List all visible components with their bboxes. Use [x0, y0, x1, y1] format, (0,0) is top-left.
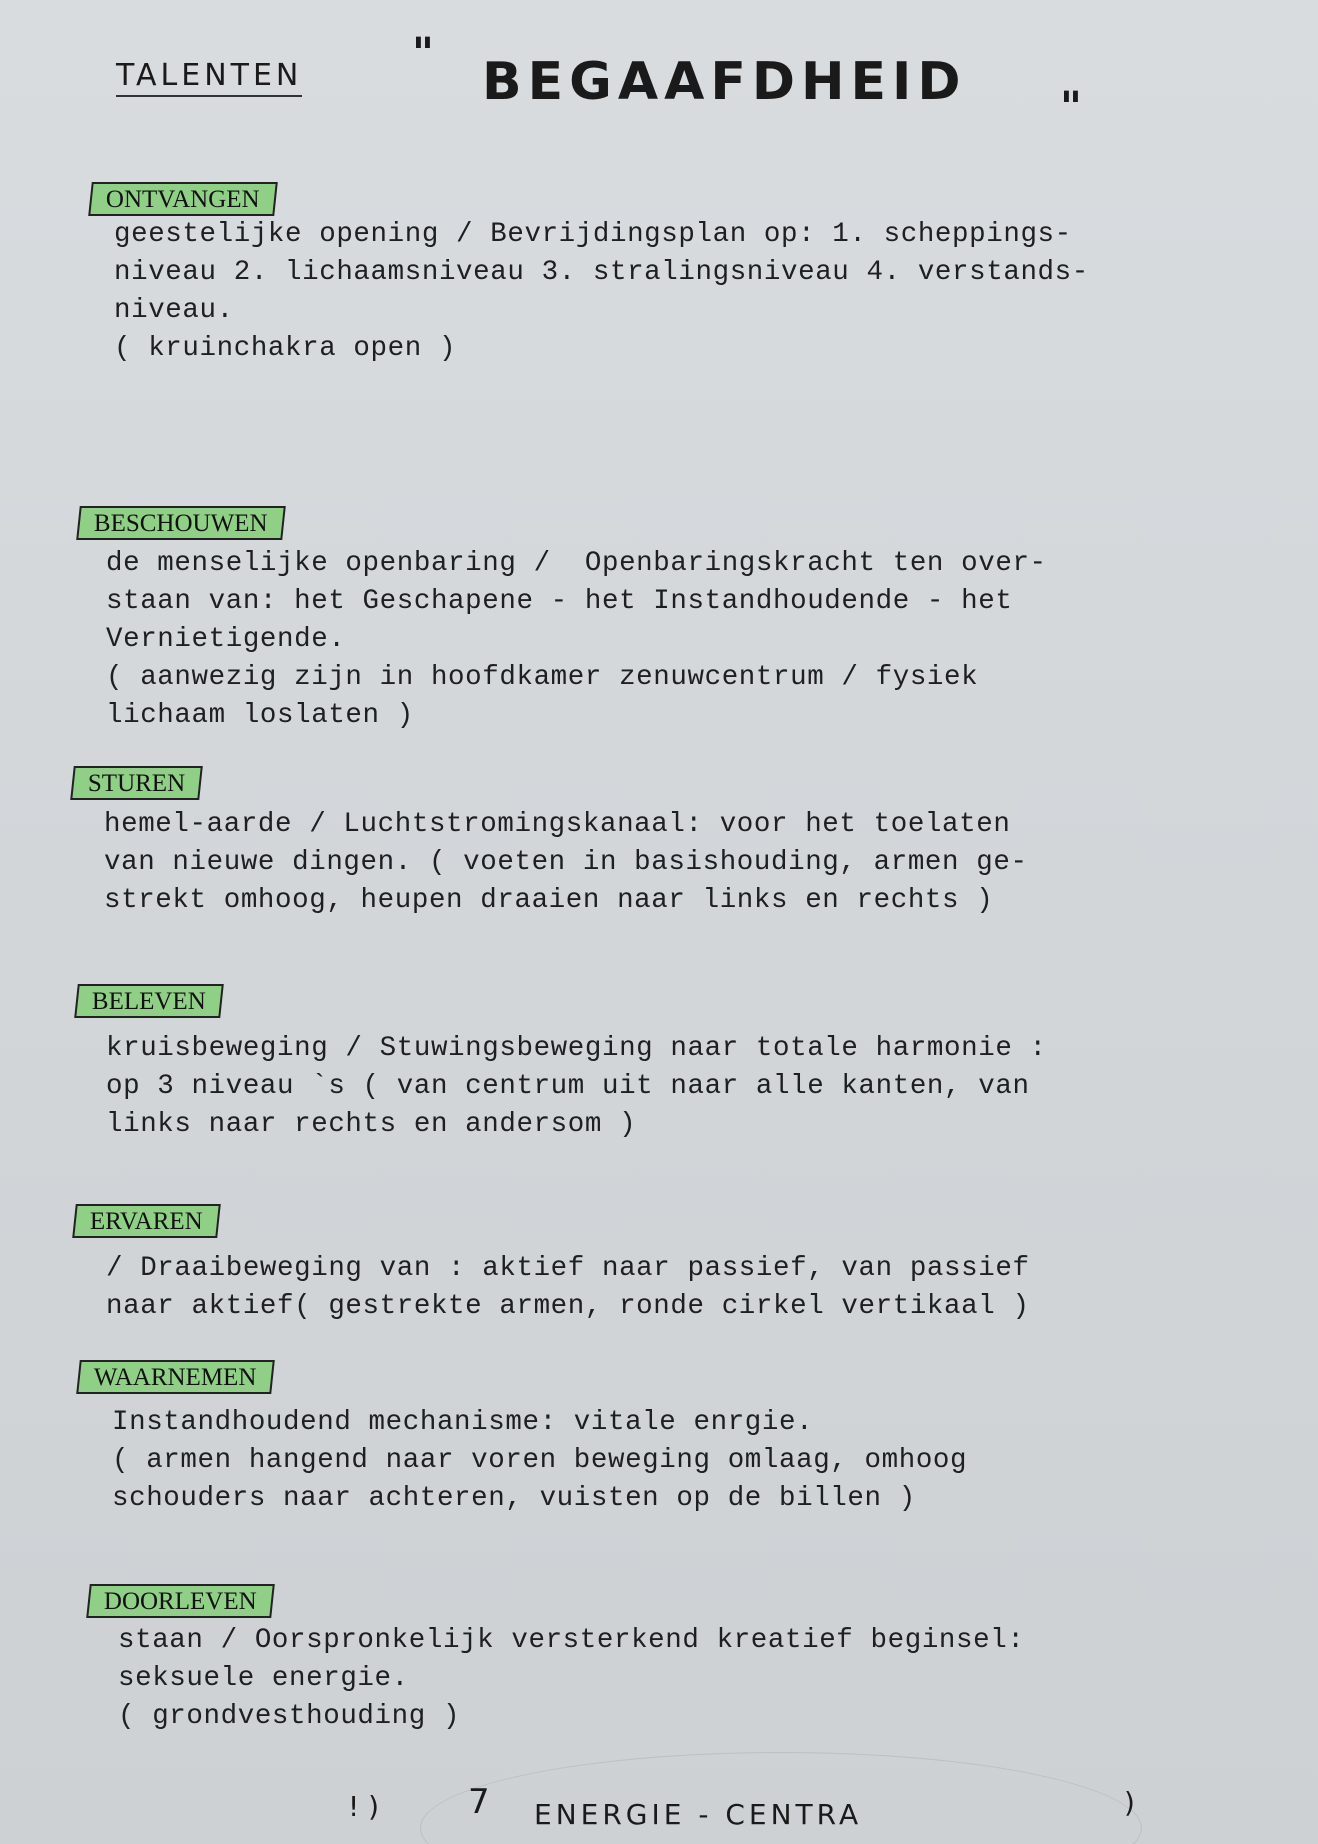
text-line: kruisbeweging / Stuwingsbeweging naar totale harmonie :: [106, 1033, 1047, 1064]
text-line: hemel-aarde / Luchtstromingskanaal: voor het toelaten: [104, 809, 1011, 840]
footer-paren-mark: ! ): [348, 1790, 380, 1823]
text-line: schouders naar achteren, vuisten op de billen ): [112, 1483, 916, 1514]
header-label: TALENTEN: [116, 58, 302, 97]
text-line: naar aktief( gestrekte armen, ronde cirkel vertikaal ): [106, 1291, 1030, 1322]
text-line: staan / Oorspronkelijk versterkend kreatief beginsel:: [118, 1625, 1025, 1656]
section-tag: WAARNEMEN: [76, 1360, 274, 1394]
text-line: Vernietigende.: [106, 624, 346, 655]
text-line: van nieuwe dingen. ( voeten in basishouding, armen ge-: [104, 847, 1028, 878]
section-tag: BELEVEN: [74, 984, 223, 1018]
section-body: [114, 216, 1089, 368]
text-line: geestelijke opening / Bevrijdingsplan op: 1. scheppings-: [114, 219, 1072, 250]
section-tag: ONTVANGEN: [88, 182, 277, 216]
text-line: / Draaibeweging van : aktief naar passief, van passief: [106, 1253, 1030, 1284]
text-line: de menselijke openbaring / Openbaringskracht ten over-: [106, 548, 1047, 579]
text-line: seksuele energie.: [118, 1663, 409, 1694]
section-tag: BESCHOUWEN: [76, 506, 285, 540]
text-line: op 3 niveau `s ( van centrum uit naar alle kanten, van: [106, 1071, 1030, 1102]
text-line: niveau.: [114, 295, 234, 326]
text-line: strekt omhoog, heupen draaien naar links en rechts ): [104, 885, 994, 916]
section-body: [118, 1622, 1024, 1736]
footer-close-mark: ): [1124, 1786, 1135, 1819]
section-body: [106, 1030, 1047, 1144]
text-line: lichaam loslaten ): [106, 700, 414, 731]
page-title: BEGAAFDHEID: [482, 52, 967, 112]
section-body: [106, 545, 1047, 735]
text-line: Instandhoudend mechanisme: vitale enrgie.: [112, 1407, 814, 1438]
section-tag: DOORLEVEN: [86, 1584, 274, 1618]
footer-title: ENERGIE - CENTRA: [534, 1798, 863, 1831]
section-tag: ERVAREN: [72, 1204, 220, 1238]
text-line: ( armen hangend naar voren beweging omlaag, omhoog: [112, 1445, 968, 1476]
close-quote: ": [1060, 82, 1082, 131]
text-line: links naar rechts en andersom ): [106, 1109, 637, 1140]
section-body: [106, 1250, 1030, 1326]
section-tag: STUREN: [70, 766, 203, 800]
text-line: staan van: het Geschapene - het Instandhoudende - het: [106, 586, 1013, 617]
footer-number: 7: [468, 1782, 490, 1822]
text-line: ( aanwezig zijn in hoofdkamer zenuwcentrum / fysiek: [106, 662, 979, 693]
text-line: ( kruinchakra open ): [114, 333, 457, 364]
text-line: niveau 2. lichaamsniveau 3. stralingsniveau 4. verstands-: [114, 257, 1089, 288]
text-line: ( grondvesthouding ): [118, 1701, 461, 1732]
section-body: [112, 1404, 967, 1518]
section-body: [104, 806, 1028, 920]
open-quote: ": [412, 28, 434, 77]
